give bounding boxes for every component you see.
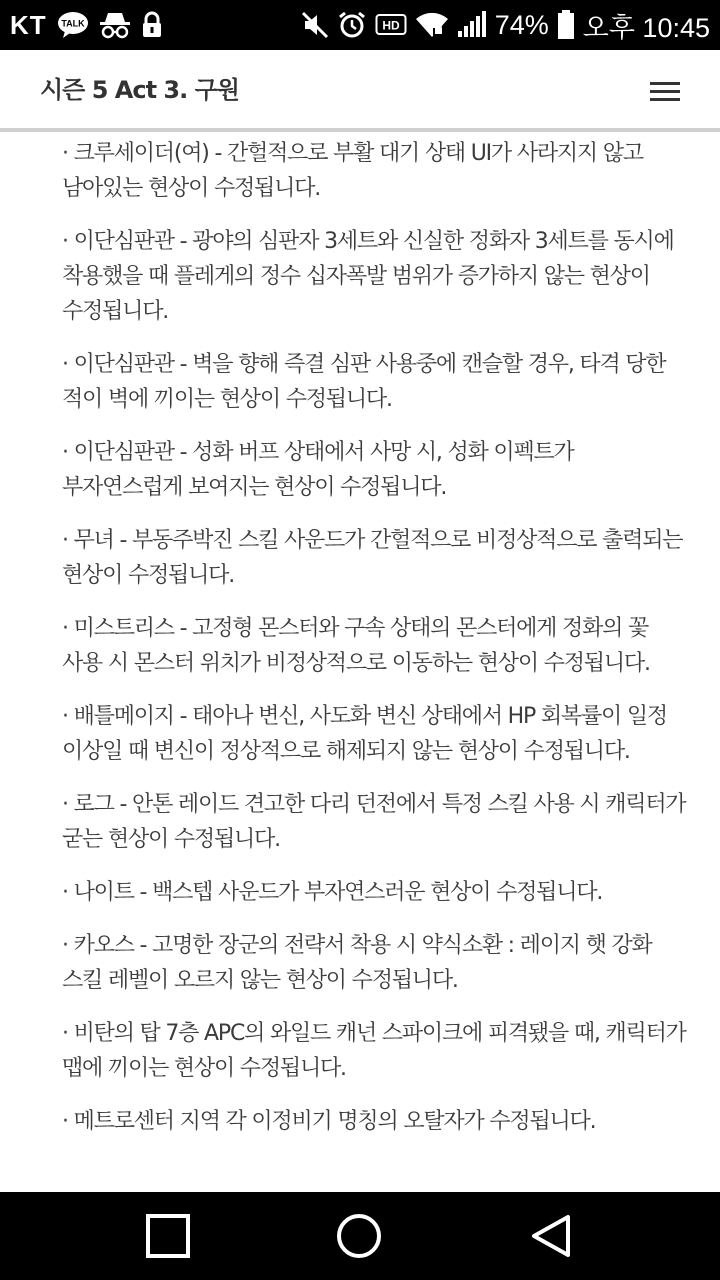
lock-icon — [141, 11, 163, 39]
battery-percent: 74% — [494, 9, 549, 40]
talk-icon — [57, 11, 89, 39]
hd-badge-text: HD — [382, 18, 400, 33]
carrier-label: KT — [10, 9, 47, 40]
patch-notes-list — [62, 136, 692, 1157]
status-bar — [0, 0, 720, 50]
list-item: · 메트로센터 지역 각 이정비기 명칭의 오탈자가 수정됩니다. — [62, 1109, 596, 1134]
list-item: · 카오스 - 고명한 장군의 전략서 착용 시 약식소환 : 레이지 햇 강화 스킬 레벨이 오르지 않는 현상이 수정됩니다. — [62, 933, 652, 993]
wifi-icon — [415, 11, 449, 39]
list-item: · 이단심판관 - 벽을 향해 즉결 심판 사용중에 캔슬할 경우, 타격 당한 적이 벽에 끼이는 현상이 수정됩니다. — [62, 352, 666, 412]
clock-time: 오후 10:45 — [582, 12, 710, 43]
list-item: · 배틀메이지 - 태아나 변신, 사도화 변신 상태에서 HP 회복률이 일정 이상일 때 변신이 정상적으로 해제되지 않는 현상이 수정됩니다. — [62, 704, 667, 764]
list-item: · 로그 - 안톤 레이드 견고한 다리 던전에서 특정 스킬 사용 시 캐릭터가 굳는 현상이 수정됩니다. — [62, 792, 686, 852]
talk-badge-text: TALK — [61, 18, 85, 29]
battery-icon — [557, 10, 575, 40]
list-item: · 나이트 - 백스텝 사운드가 부자연스러운 현상이 수정됩니다. — [62, 880, 603, 905]
navigation-bar — [0, 1192, 720, 1280]
status-bar-left — [10, 10, 163, 41]
menu-line — [650, 82, 680, 85]
mute-icon — [301, 11, 329, 39]
recent-apps-square-icon[interactable] — [138, 1210, 198, 1262]
list-item: · 무녀 - 부동주박진 스킬 사운드가 간헐적으로 비정상적으로 출력되는 현상이 수정됩니다. — [62, 528, 683, 588]
hd-icon — [375, 12, 407, 38]
incognito-icon — [99, 11, 131, 39]
home-circle-icon[interactable] — [329, 1210, 389, 1262]
app-header — [0, 50, 720, 132]
menu-line — [650, 90, 680, 93]
status-bar-right — [301, 6, 710, 45]
list-item: · 비탄의 탑 7층 APC의 와일드 캐넌 스파이크에 피격됐을 때, 캐릭터가 맵에 끼이는 현상이 수정됩니다. — [62, 1021, 686, 1081]
alarm-icon — [337, 10, 367, 40]
back-triangle-icon[interactable] — [520, 1210, 580, 1262]
hamburger-menu-icon[interactable] — [644, 76, 686, 108]
signal-icon — [457, 11, 487, 39]
list-item: · 크루세이더(여) - 간헐적으로 부활 대기 상태 UI가 사라지지 않고 남아있는 현상이 수정됩니다. — [62, 141, 643, 201]
patch-notes-content[interactable] — [0, 132, 720, 1192]
list-item: · 미스트리스 - 고정형 몬스터와 구속 상태의 몬스터에게 정화의 꽃 사용 시 몬스터 위치가 비정상적으로 이동하는 현상이 수정됩니다. — [62, 616, 650, 676]
page-title: 시즌 5 Act 3. 구원 — [40, 76, 239, 104]
list-item: · 이단심판관 - 광야의 심판자 3세트와 신실한 정화자 3세트를 동시에 착용했을 때 플레게의 정수 십자폭발 범위가 증가하지 않는 현상이 수정됩니다. — [62, 229, 674, 324]
menu-line — [650, 98, 680, 101]
list-item: · 이단심판관 - 성화 버프 상태에서 사망 시, 성화 이펙트가 부자연스럽게 보여지는 현상이 수정됩니다. — [62, 440, 574, 500]
